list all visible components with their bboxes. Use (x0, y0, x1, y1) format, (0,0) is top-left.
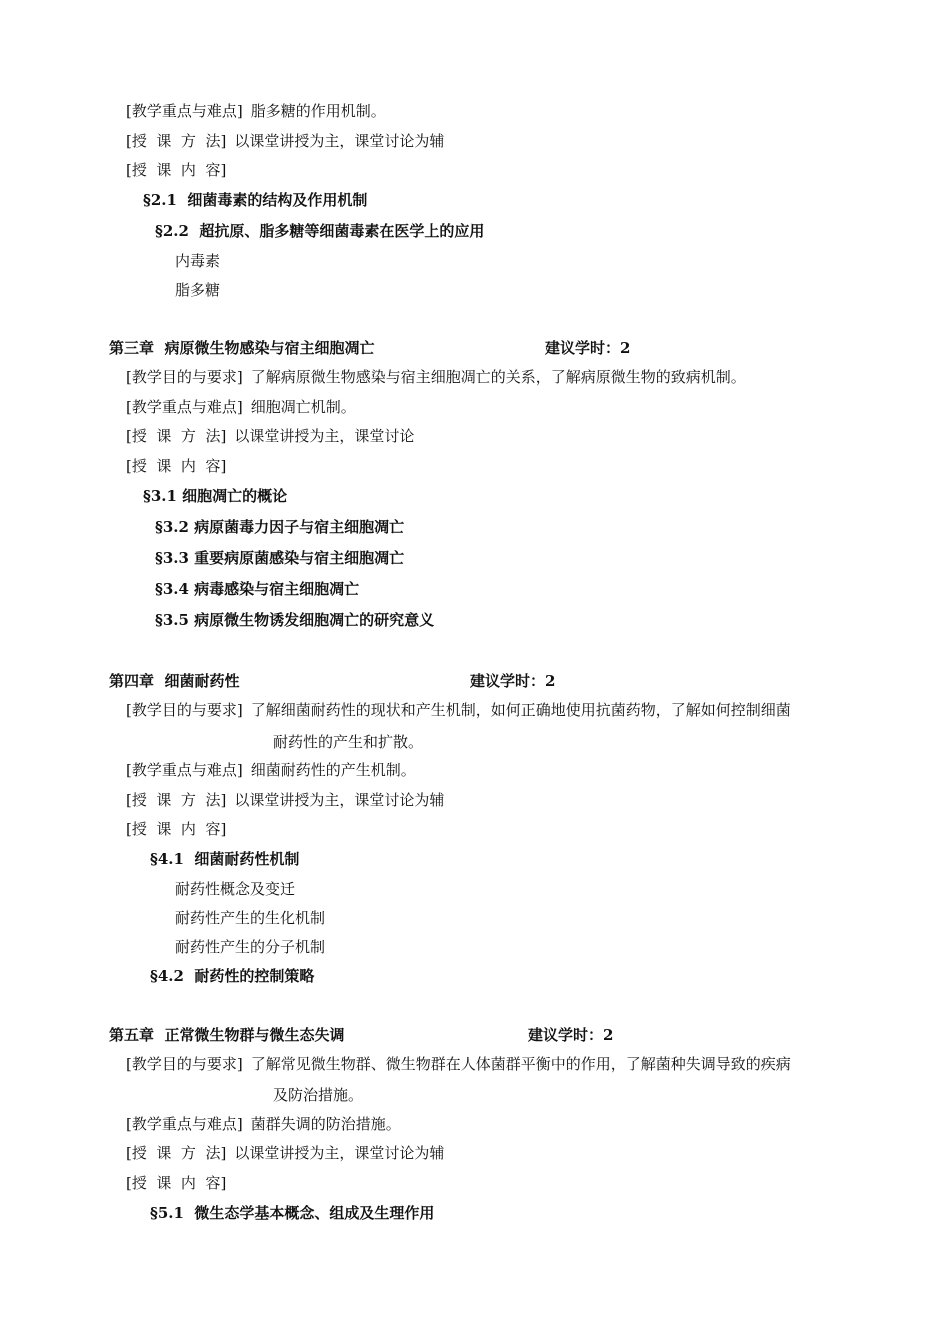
method-row (126, 131, 444, 151)
goal-label: [教学目的与要求] (126, 1055, 243, 1073)
goal-text: 了解常见微生物群、微生物群在人体菌群平衡中的作用，了解菌种失调导致的疾病 (250, 1055, 791, 1073)
section-heading: §3.4 病毒感染与宿主细胞凋亡 (155, 580, 360, 598)
method-label: [授 课 方 法] (126, 132, 227, 150)
method-row (126, 790, 444, 810)
focus-row (126, 760, 416, 780)
focus-row (126, 1114, 401, 1134)
section-heading: §2.1 细菌毒素的结构及作用机制 (143, 191, 368, 209)
goal-row (126, 367, 746, 387)
list-item: 内毒素 (175, 252, 221, 270)
method-label: [授 课 方 法] (126, 791, 227, 809)
goal-text-continued: 及防治措施。 (273, 1086, 364, 1104)
focus-label: [教学重点与难点] (126, 1115, 243, 1133)
method-label: [授 课 方 法] (126, 427, 227, 445)
section-heading: §4.2 耐药性的控制策略 (150, 967, 315, 985)
section-heading: §5.1 微生态学基本概念、组成及生理作用 (150, 1204, 435, 1222)
content-label: [授 课 内 容] (126, 1174, 227, 1192)
focus-row (126, 397, 356, 417)
suggested-hours: 建议学时：2 (528, 1026, 614, 1044)
chapter-title: 第三章 病原微生物感染与宿主细胞凋亡 (109, 339, 375, 357)
method-row (126, 426, 414, 446)
suggested-hours: 建议学时：2 (545, 339, 631, 357)
list-item: 耐药性产生的分子机制 (175, 938, 326, 956)
suggested-hours: 建议学时：2 (470, 672, 556, 690)
focus-text: 细胞凋亡机制。 (250, 398, 356, 416)
section-heading: §3.2 病原菌毒力因子与宿主细胞凋亡 (155, 518, 405, 536)
chapter-title: 第四章 细菌耐药性 (109, 672, 240, 690)
goal-label: [教学目的与要求] (126, 368, 243, 386)
method-text: 以课堂讲授为主，课堂讨论为辅 (234, 1144, 445, 1162)
focus-text: 细菌耐药性的产生机制。 (250, 761, 416, 779)
focus-label: [教学重点与难点] (126, 761, 243, 779)
method-text: 以课堂讲授为主，课堂讨论为辅 (234, 791, 445, 809)
goal-text-continued: 耐药性的产生和扩散。 (273, 733, 424, 751)
focus-text: 菌群失调的防治措施。 (250, 1115, 401, 1133)
goal-text: 了解细菌耐药性的现状和产生机制，如何正确地使用抗菌药物，了解如何控制细菌 (250, 701, 791, 719)
focus-label: [教学重点与难点] (126, 398, 243, 416)
content-label: [授 课 内 容] (126, 457, 227, 475)
method-label: [授 课 方 法] (126, 1144, 227, 1162)
content-label: [授 课 内 容] (126, 161, 227, 179)
focus-label: [教学重点与难点] (126, 102, 243, 120)
method-row (126, 1143, 444, 1163)
section-heading: §3.1 细胞凋亡的概论 (143, 487, 288, 505)
goal-row (126, 700, 791, 720)
method-text: 以课堂讲授为主，课堂讨论 (234, 427, 415, 445)
section-heading: §4.1 细菌耐药性机制 (150, 850, 300, 868)
focus-row (126, 101, 386, 121)
list-item: 脂多糖 (175, 281, 221, 299)
section-heading: §3.5 病原微生物诱发细胞凋亡的研究意义 (155, 611, 435, 629)
list-item: 耐药性产生的生化机制 (175, 909, 326, 927)
focus-text: 脂多糖的作用机制。 (250, 102, 386, 120)
method-text: 以课堂讲授为主，课堂讨论为辅 (234, 132, 445, 150)
chapter-title: 第五章 正常微生物群与微生态失调 (109, 1026, 345, 1044)
content-label: [授 课 内 容] (126, 820, 227, 838)
section-heading: §2.2 超抗原、脂多糖等细菌毒素在医学上的应用 (155, 222, 485, 240)
goal-label: [教学目的与要求] (126, 701, 243, 719)
list-item: 耐药性概念及变迁 (175, 880, 296, 898)
section-heading: §3.3 重要病原菌感染与宿主细胞凋亡 (155, 549, 405, 567)
goal-text: 了解病原微生物感染与宿主细胞凋亡的关系，了解病原微生物的致病机制。 (250, 368, 746, 386)
goal-row (126, 1054, 791, 1074)
